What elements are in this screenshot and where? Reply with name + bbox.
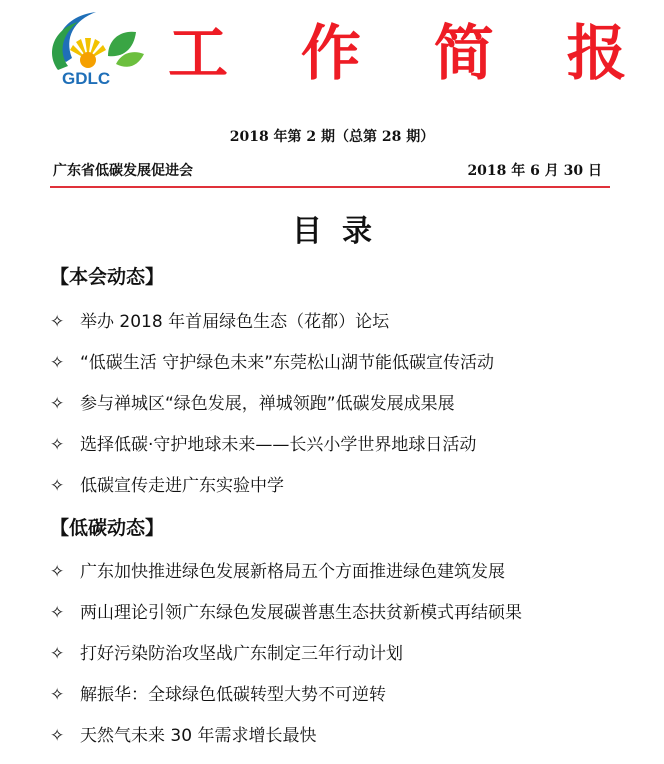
toc-item[interactable]	[50, 721, 316, 746]
toc-item[interactable]	[50, 471, 284, 496]
toc-title: 目录	[292, 214, 392, 249]
toc-item[interactable]	[50, 639, 403, 664]
toc-item[interactable]	[50, 598, 522, 623]
bullet-icon: ✧	[50, 644, 65, 664]
toc-item-label: 广东加快推进绿色发展新格局五个方面推进绿色建筑发展	[80, 562, 505, 582]
toc-item[interactable]	[50, 430, 476, 455]
bullet-icon: ✧	[50, 726, 65, 746]
toc-item-label: 天然气未来 30 年需求增长最快	[80, 726, 317, 746]
toc-item[interactable]	[50, 557, 505, 582]
bullet-icon: ✧	[50, 562, 65, 582]
masthead-title: 工 作 简 报	[168, 19, 653, 89]
bullet-icon: ✧	[50, 603, 65, 623]
toc-item[interactable]	[50, 389, 455, 414]
toc-item-label: 选择低碳·守护地球未来——长兴小学世界地球日活动	[80, 435, 477, 455]
toc-item[interactable]	[50, 307, 389, 332]
bullet-icon: ✧	[50, 353, 65, 373]
header-divider	[50, 186, 610, 188]
toc-item-label: “低碳生活 守护绿色未来”东莞松山湖节能低碳宣传活动	[80, 353, 495, 373]
logo-text: GDLC	[62, 69, 111, 88]
toc-item-label: 两山理论引领广东绿色发展碳普惠生态扶贫新模式再结硕果	[80, 603, 522, 623]
issue-number: 2018 年第 2 期（总第 28 期）	[229, 129, 435, 145]
toc-item-label: 解振华：全球绿色低碳转型大势不可逆转	[80, 685, 386, 705]
toc-item[interactable]	[50, 680, 386, 705]
toc-item-label: 参与禅城区“绿色发展，禅城领跑”低碳发展成果展	[80, 394, 455, 414]
bullet-icon: ✧	[50, 312, 65, 332]
toc-item-label: 举办 2018 年首届绿色生态（花都）论坛	[80, 312, 390, 332]
bullet-icon: ✧	[50, 476, 65, 496]
toc-item[interactable]	[50, 348, 494, 373]
section-heading: 【本会动态】	[50, 266, 165, 288]
bullet-icon: ✧	[50, 685, 65, 705]
gdlc-logo	[38, 8, 146, 92]
bullet-icon: ✧	[50, 394, 65, 414]
logo-sun	[80, 52, 96, 68]
issue-date: 2018 年 6 月 30 日	[467, 163, 602, 179]
toc-item-label: 打好污染防治攻坚战广东制定三年行动计划	[80, 644, 403, 664]
section-heading: 【低碳动态】	[50, 517, 165, 539]
organization-name: 广东省低碳发展促进会	[53, 163, 193, 179]
toc-item-label: 低碳宣传走进广东实验中学	[80, 476, 284, 496]
bullet-icon: ✧	[50, 435, 65, 455]
